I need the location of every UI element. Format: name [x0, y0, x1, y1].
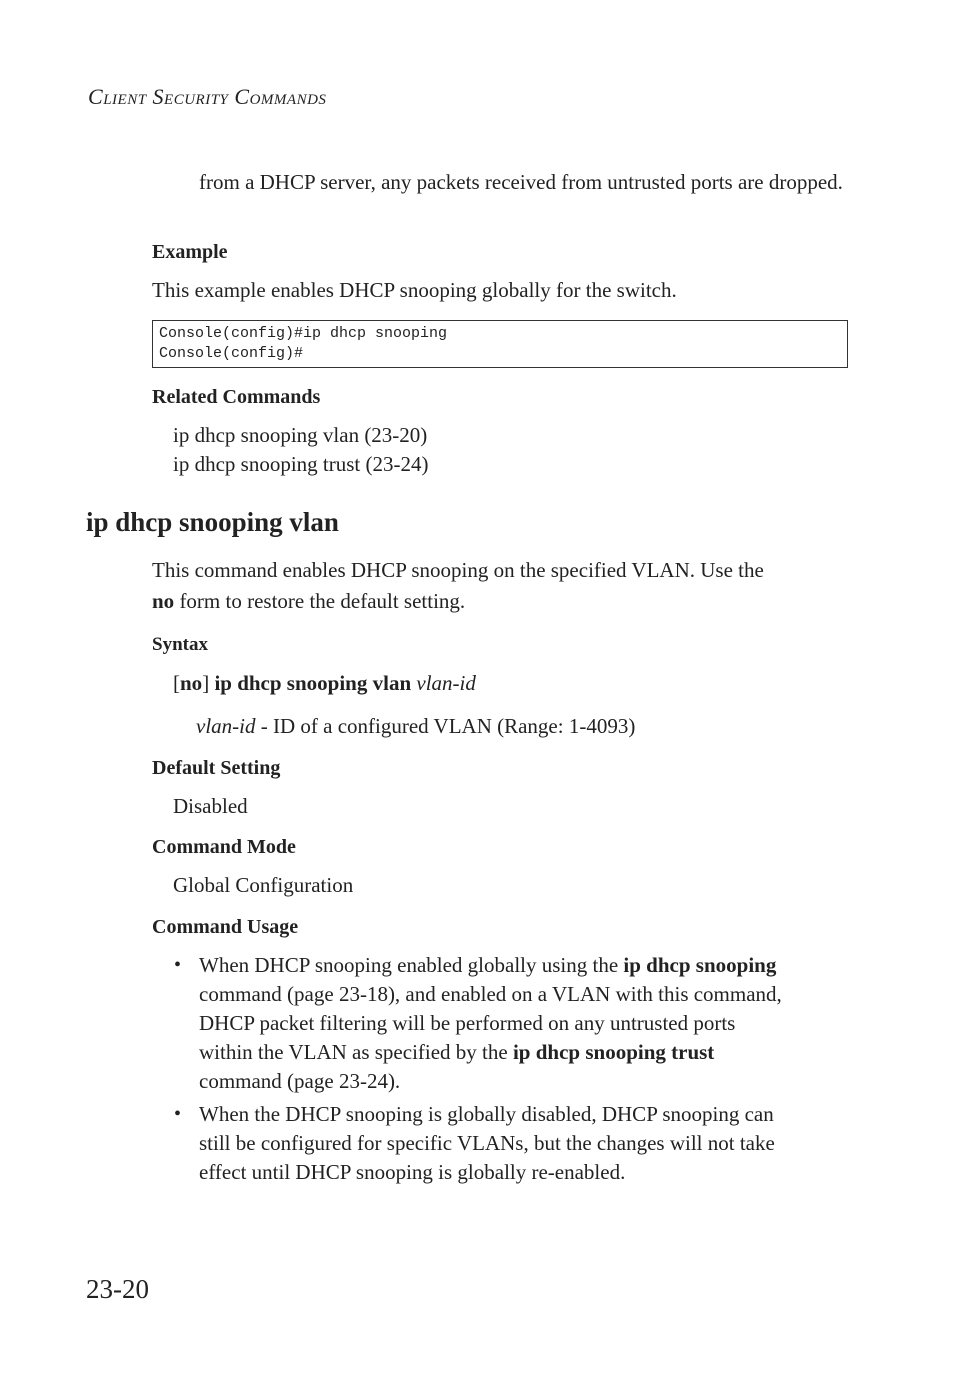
syntax-param: vlan-id — [416, 671, 476, 695]
bullet-1-line-5: command (page 23-24). — [199, 1069, 401, 1093]
code-line: Console(config)# — [159, 345, 304, 362]
related-command-item: ip dhcp snooping trust (23-24) — [173, 452, 429, 476]
param-name: vlan-id — [196, 714, 256, 738]
param-desc: - ID of a configured VLAN (Range: 1-4093) — [255, 714, 636, 738]
bracket-open: [ — [173, 671, 180, 695]
header-word-1: LIENT — [103, 92, 147, 108]
syntax-no: no — [180, 671, 203, 695]
related-commands-heading: Related Commands — [152, 386, 321, 408]
header-initial-2: S — [152, 84, 165, 109]
bullet-text: When DHCP snooping enabled globally using the — [199, 953, 624, 977]
bracket-close: ] — [202, 671, 215, 695]
bullet-2-line-3: effect until DHCP snooping is globally re-enabled. — [199, 1160, 626, 1184]
related-command-item: ip dhcp snooping vlan (23-20) — [173, 423, 428, 447]
bullet-icon: • — [174, 954, 182, 976]
header-word-3: OMMANDS — [249, 92, 327, 108]
syntax-command: ip dhcp snooping vlan — [214, 671, 412, 695]
default-setting-heading: Default Setting — [152, 757, 281, 779]
page-number: 23-20 — [86, 1274, 149, 1304]
header-initial-1: C — [88, 84, 104, 109]
syntax-line — [173, 669, 476, 698]
bullet-1-line-4 — [199, 1038, 714, 1067]
command-mode-value: Global Configuration — [173, 873, 354, 897]
bullet-1-line-1 — [199, 951, 776, 980]
running-header — [88, 84, 326, 110]
intro-paragraph: from a DHCP server, any packets received from untrusted ports are dropped. — [199, 170, 843, 194]
bullet-bold-command: ip dhcp snooping trust — [512, 1040, 715, 1064]
syntax-heading: Syntax — [152, 634, 208, 655]
code-line: Console(config)#ip dhcp snooping — [159, 325, 448, 342]
bullet-icon: • — [174, 1103, 182, 1125]
param-description — [196, 712, 635, 741]
bullet-2-line-2: still be configured for specific VLANs, but the changes will not take — [199, 1131, 775, 1155]
bullet-1-line-2: command (page 23-18), and enabled on a VLAN with this command, — [199, 982, 782, 1006]
example-text: This example enables DHCP snooping globally for the switch. — [152, 278, 677, 302]
bullet-2-line-1: When the DHCP snooping is globally disabled, DHCP snooping can — [199, 1102, 774, 1126]
code-example — [152, 320, 848, 368]
bullet-text: within the VLAN as specified by the — [199, 1040, 513, 1064]
default-setting-value: Disabled — [173, 794, 248, 818]
no-keyword: no — [152, 589, 175, 613]
bullet-1-line-3: DHCP packet filtering will be performed on any untrusted ports — [199, 1011, 736, 1035]
description-line-2 — [152, 587, 465, 616]
example-heading: Example — [152, 241, 228, 263]
header-initial-3: C — [234, 84, 250, 109]
section-title: ip dhcp snooping vlan — [86, 507, 339, 537]
bullet-bold-command: ip dhcp snooping — [623, 953, 777, 977]
command-mode-heading: Command Mode — [152, 836, 296, 858]
description-rest: form to restore the default setting. — [174, 589, 466, 613]
description-line-1: This command enables DHCP snooping on the specified VLAN. Use the — [152, 558, 764, 582]
header-word-2: ECURITY — [164, 92, 229, 108]
command-usage-heading: Command Usage — [152, 916, 299, 938]
